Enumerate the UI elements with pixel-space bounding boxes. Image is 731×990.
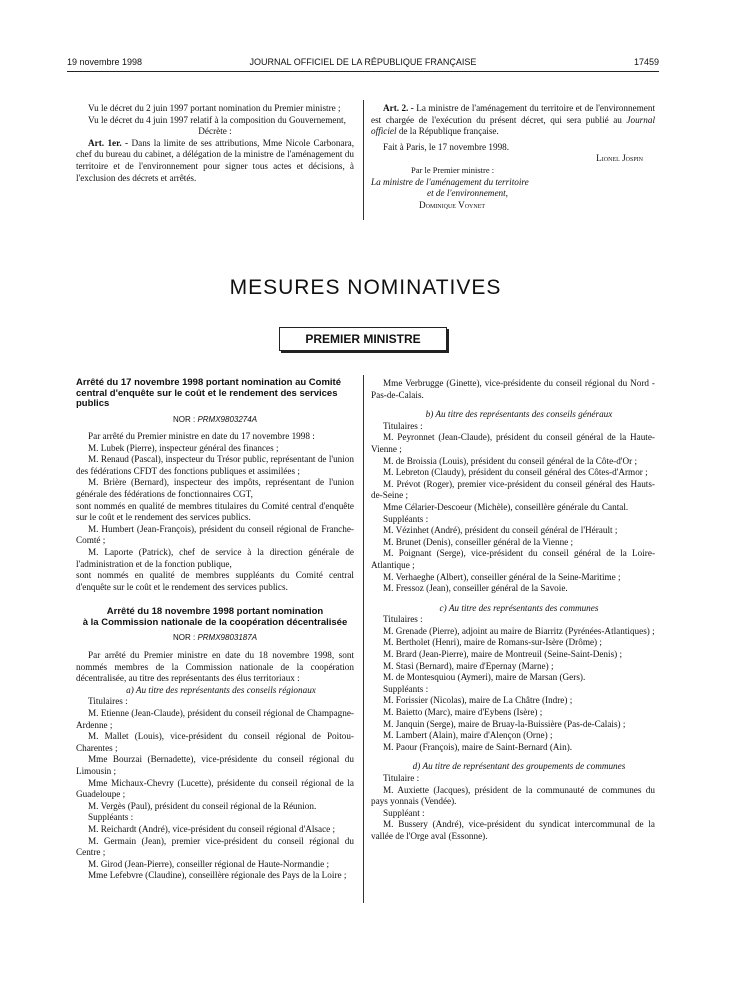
ministre-title-1 (371, 177, 655, 189)
member-entry: M. Forissier (Nicolas), maire de La Châtre (Indre) ; (383, 695, 573, 706)
top-column-separator (363, 100, 364, 220)
nor-label: NOR : (172, 633, 196, 643)
member-entry: M. Vergès (Paul), président du conseil régional de la Réunion. (88, 800, 317, 811)
member-entry: M. Vézinhet (André), président du conseil général de l'Hérault ; (383, 525, 618, 536)
titulaires-label: Titulaires : (88, 696, 128, 707)
article-1 (76, 138, 354, 184)
visa-1: Vu le décret du 2 juin 1997 portant nomination du Premier ministre ; (88, 103, 341, 113)
ministre-title-1-text: La ministre de l'aménagement du territoire (371, 176, 529, 187)
member-entry: M. Girod (Jean-Pierre), conseiller régional de Haute-Normandie ; (88, 858, 330, 869)
par-le-premier-ministre: Par le Premier ministre : (411, 164, 495, 175)
member-entry: M. Baietto (Marc), maire d'Eybens (Isère) ; (383, 707, 543, 718)
main-column-separator (363, 375, 364, 903)
decrete-label: Décrète : (198, 126, 232, 137)
main-right-column (371, 378, 655, 843)
ministry-box: PREMIER MINISTRE (279, 327, 447, 351)
arrete-1-title: Arrêté du 17 novembre 1998 portant nomination au Comité central d'enquête sur le coût et le rendement des services publics (76, 377, 341, 409)
member-entry: M. Grenade (Pierre), adjoint au maire de Biarritz (Pyrénées-Atlantiques) ; (383, 625, 655, 636)
header-journal-title: JOURNAL OFFICIEL DE LA RÉPUBLIQUE FRANÇAISE (249, 57, 477, 67)
member-entry: Mme Verbrugge (Ginette), vice-présidente du conseil régional du Nord - Pas-de-Calais. (371, 378, 655, 400)
arrete-2-title-line-1: Arrêté du 18 novembre 1998 portant nomination (106, 606, 324, 618)
article-2-label: Art. 2. - (383, 103, 414, 113)
member-entry: M. de Broissia (Louis), président du conseil général de la Côte-d'Or ; (383, 455, 637, 466)
member-entry: M. Stasi (Bernard), maire d'Epernay (Marne) ; (383, 660, 554, 671)
member-entry: Mme Bourzai (Bernadette), vice-présidente du conseil régional du Limousin ; (76, 754, 354, 776)
subsection-d-heading (371, 761, 655, 773)
header-rule (67, 71, 659, 72)
suppleant-label: Suppléant : (383, 807, 425, 818)
arrete-1-nor (76, 414, 354, 426)
article-1-label: Art. 1er. - (88, 137, 129, 148)
member-entry: M. Verhaeghe (Albert), conseiller général de la Seine-Maritime ; (383, 571, 621, 582)
arrete-2-intro: Par arrêté du Premier ministre en date du 18 novembre 1998, sont nommés membres de la Commission nationale de la coopération décentralisée, au titre des représentants des élus territoriaux : (76, 650, 354, 684)
header-page-number: 17459 (633, 57, 659, 67)
subsection-a-heading (76, 685, 354, 697)
member-entry: M. Mallet (Louis), vice-président du conseil régional de Poitou-Charentes ; (76, 731, 354, 753)
signature-ministre: Dominique Voynet (419, 199, 486, 210)
arrete-1-para: M. Humbert (Jean-François), président du conseil régional de Franche-Comté ; (76, 523, 354, 546)
member-entry: M. Reichardt (André), vice-président du conseil régional d'Alsace ; (88, 823, 336, 834)
arrete-1-para: M. Lubek (Pierre), inspecteur général des finances ; (88, 442, 279, 453)
nor-code: PRMX9803187A (197, 633, 258, 643)
member-entry: Mme Célarier-Descoeur (Michèle), conseillère générale du Cantal. (383, 501, 629, 512)
main-left-column (76, 378, 354, 882)
suppleants-label: Suppléants : (88, 812, 134, 823)
member-entry: M. Bussery (André), vice-président du syndicat intercommunal de la vallée de l'Orge aval (Essonne). (371, 819, 655, 841)
section-title: MESURES NOMINATIVES (229, 276, 502, 299)
member-entry: M. Auxiette (Jacques), président de la communauté de communes du pays yonnais (Vendée). (371, 784, 655, 807)
titulaire-label: Titulaire : (383, 773, 420, 783)
titulaires-label: Titulaires : (383, 614, 423, 625)
member-entry: M. Poignant (Serge), vice-président du conseil général de la Loire-Atlantique ; (371, 548, 655, 570)
member-entry: M. Janquin (Serge), maire de Bruay-la-Buissière (Pas-de-Calais) ; (383, 718, 626, 729)
top-left-column (76, 103, 354, 184)
member-entry: M. Germain (Jean), premier vice-président du conseil régional du Centre ; (76, 835, 354, 858)
article-2-text-a: La ministre de l'aménagement du territoire et de l'environnement est chargée de l'exécution du présent décret, qui sera publié au (371, 103, 656, 125)
arrete-2-title-line-2: à la Commission nationale de la coopération décentralisée (82, 616, 348, 628)
member-entry: M. Paour (François), maire de Saint-Bernard (Ain). (383, 741, 573, 752)
member-entry: M. Lebreton (Claudy), président du conseil général des Côtes-d'Armor ; (383, 467, 648, 478)
subsection-d-text: d) Au titre de représentant des groupements de communes (412, 761, 626, 772)
member-entry: M. de Montesquiou (Aymeri), maire de Marsan (Gers). (383, 672, 586, 683)
subsection-b-heading (371, 409, 655, 421)
header-date: 19 novembre 1998 (67, 57, 143, 67)
member-entry: M. Brunet (Denis), conseiller général de la Vienne ; (383, 536, 574, 547)
arrete-1-para: sont nommés en qualité de membres titulaires du Comité central d'enquête sur le coût et le rendement des services publics. (76, 500, 354, 523)
arrete-1-para: M. Brière (Bernard), inspecteur des impôts, représentant de l'union générale des fédérations de fonctionnaires CGT, (76, 477, 354, 500)
visa-2: Vu le décret du 4 juin 1997 relatif à la composition du Gouvernement, (88, 114, 346, 125)
subsection-c-heading (371, 603, 655, 615)
nor-label: NOR : (172, 414, 196, 424)
member-entry: Mme Lefebvre (Claudine), conseillère régionale des Pays de la Loire ; (88, 870, 347, 881)
subsection-c-text: c) Au titre des représentants des communes (439, 602, 599, 613)
member-entry: M. Bertholet (Henri), maire de Romans-sur-Isère (Drôme) ; (383, 637, 602, 648)
fait-a-paris: Fait à Paris, le 17 novembre 1998. (383, 141, 510, 152)
arrete-1-para: Par arrêté du Premier ministre en date du 17 novembre 1998 : (88, 431, 315, 442)
article-1-text: Dans la limite de ses attributions, Mme Nicole Carbonara, chef du bureau du cabinet, a délégation de la ministre de l'aménagement du territoire et de l'environnement pour signer tous actes et décisions, à l'exclusion des décrets et arrêtés. (76, 137, 355, 183)
article-2-text-b: de la République française. (398, 126, 499, 137)
member-entry: M. Prévot (Roger), premier vice-président du conseil général des Hauts-de-Seine ; (371, 478, 655, 501)
member-entry: M. Brard (Jean-Pierre), maire de Montreuil (Seine-Saint-Denis) ; (383, 649, 623, 660)
subsection-b-text: b) Au titre des représentants des conseils généraux (425, 409, 613, 420)
article-2-italic: Journal officiel (371, 114, 656, 137)
arrete-1-para: M. Laporte (Patrick), chef de service à la direction générale de l'administration et de la fonction publique, (76, 547, 354, 569)
subsection-a-text: a) Au titre des représentants des conseils régionaux (126, 684, 316, 695)
suppleants-label: Suppléants : (383, 683, 429, 694)
article-2 (371, 103, 655, 138)
nor-code: PRMX9803274A (197, 414, 258, 424)
member-entry: M. Fressoz (Jean), conseiller général de la Savoie. (383, 583, 568, 594)
top-right-column (371, 103, 655, 211)
member-entry: M. Etienne (Jean-Claude), président du conseil régional de Champagne-Ardenne ; (76, 707, 354, 730)
arrete-1-para: M. Renaud (Pascal), inspecteur du Trésor public, représentant de l'union des fédérations CFDT des fonctions publiques et assimilées ; (76, 454, 354, 476)
page-header (67, 57, 659, 71)
titulaires-label: Titulaires : (383, 420, 423, 431)
arrete-2-nor (76, 632, 354, 644)
suppleants-label: Suppléants : (383, 513, 429, 524)
member-entry: M. Lambert (Alain), maire d'Alençon (Orne) ; (383, 730, 553, 741)
member-entry: Mme Michaux-Chevry (Lucette), présidente du conseil régional de la Guadeloupe ; (76, 777, 354, 800)
arrete-1-para: sont nommés en qualité de membres suppléants du Comité central d'enquête sur le coût et le rendement des services publics. (76, 570, 354, 592)
ministre-title-2 (371, 188, 655, 200)
signature-premier-ministre: Lionel Jospin (596, 153, 643, 164)
member-entry: M. Peyronnet (Jean-Claude), président du conseil général de la Haute-Vienne ; (371, 432, 655, 454)
arrete-2-title (76, 607, 354, 628)
ministre-title-2-text: et de l'environnement, (427, 188, 508, 199)
